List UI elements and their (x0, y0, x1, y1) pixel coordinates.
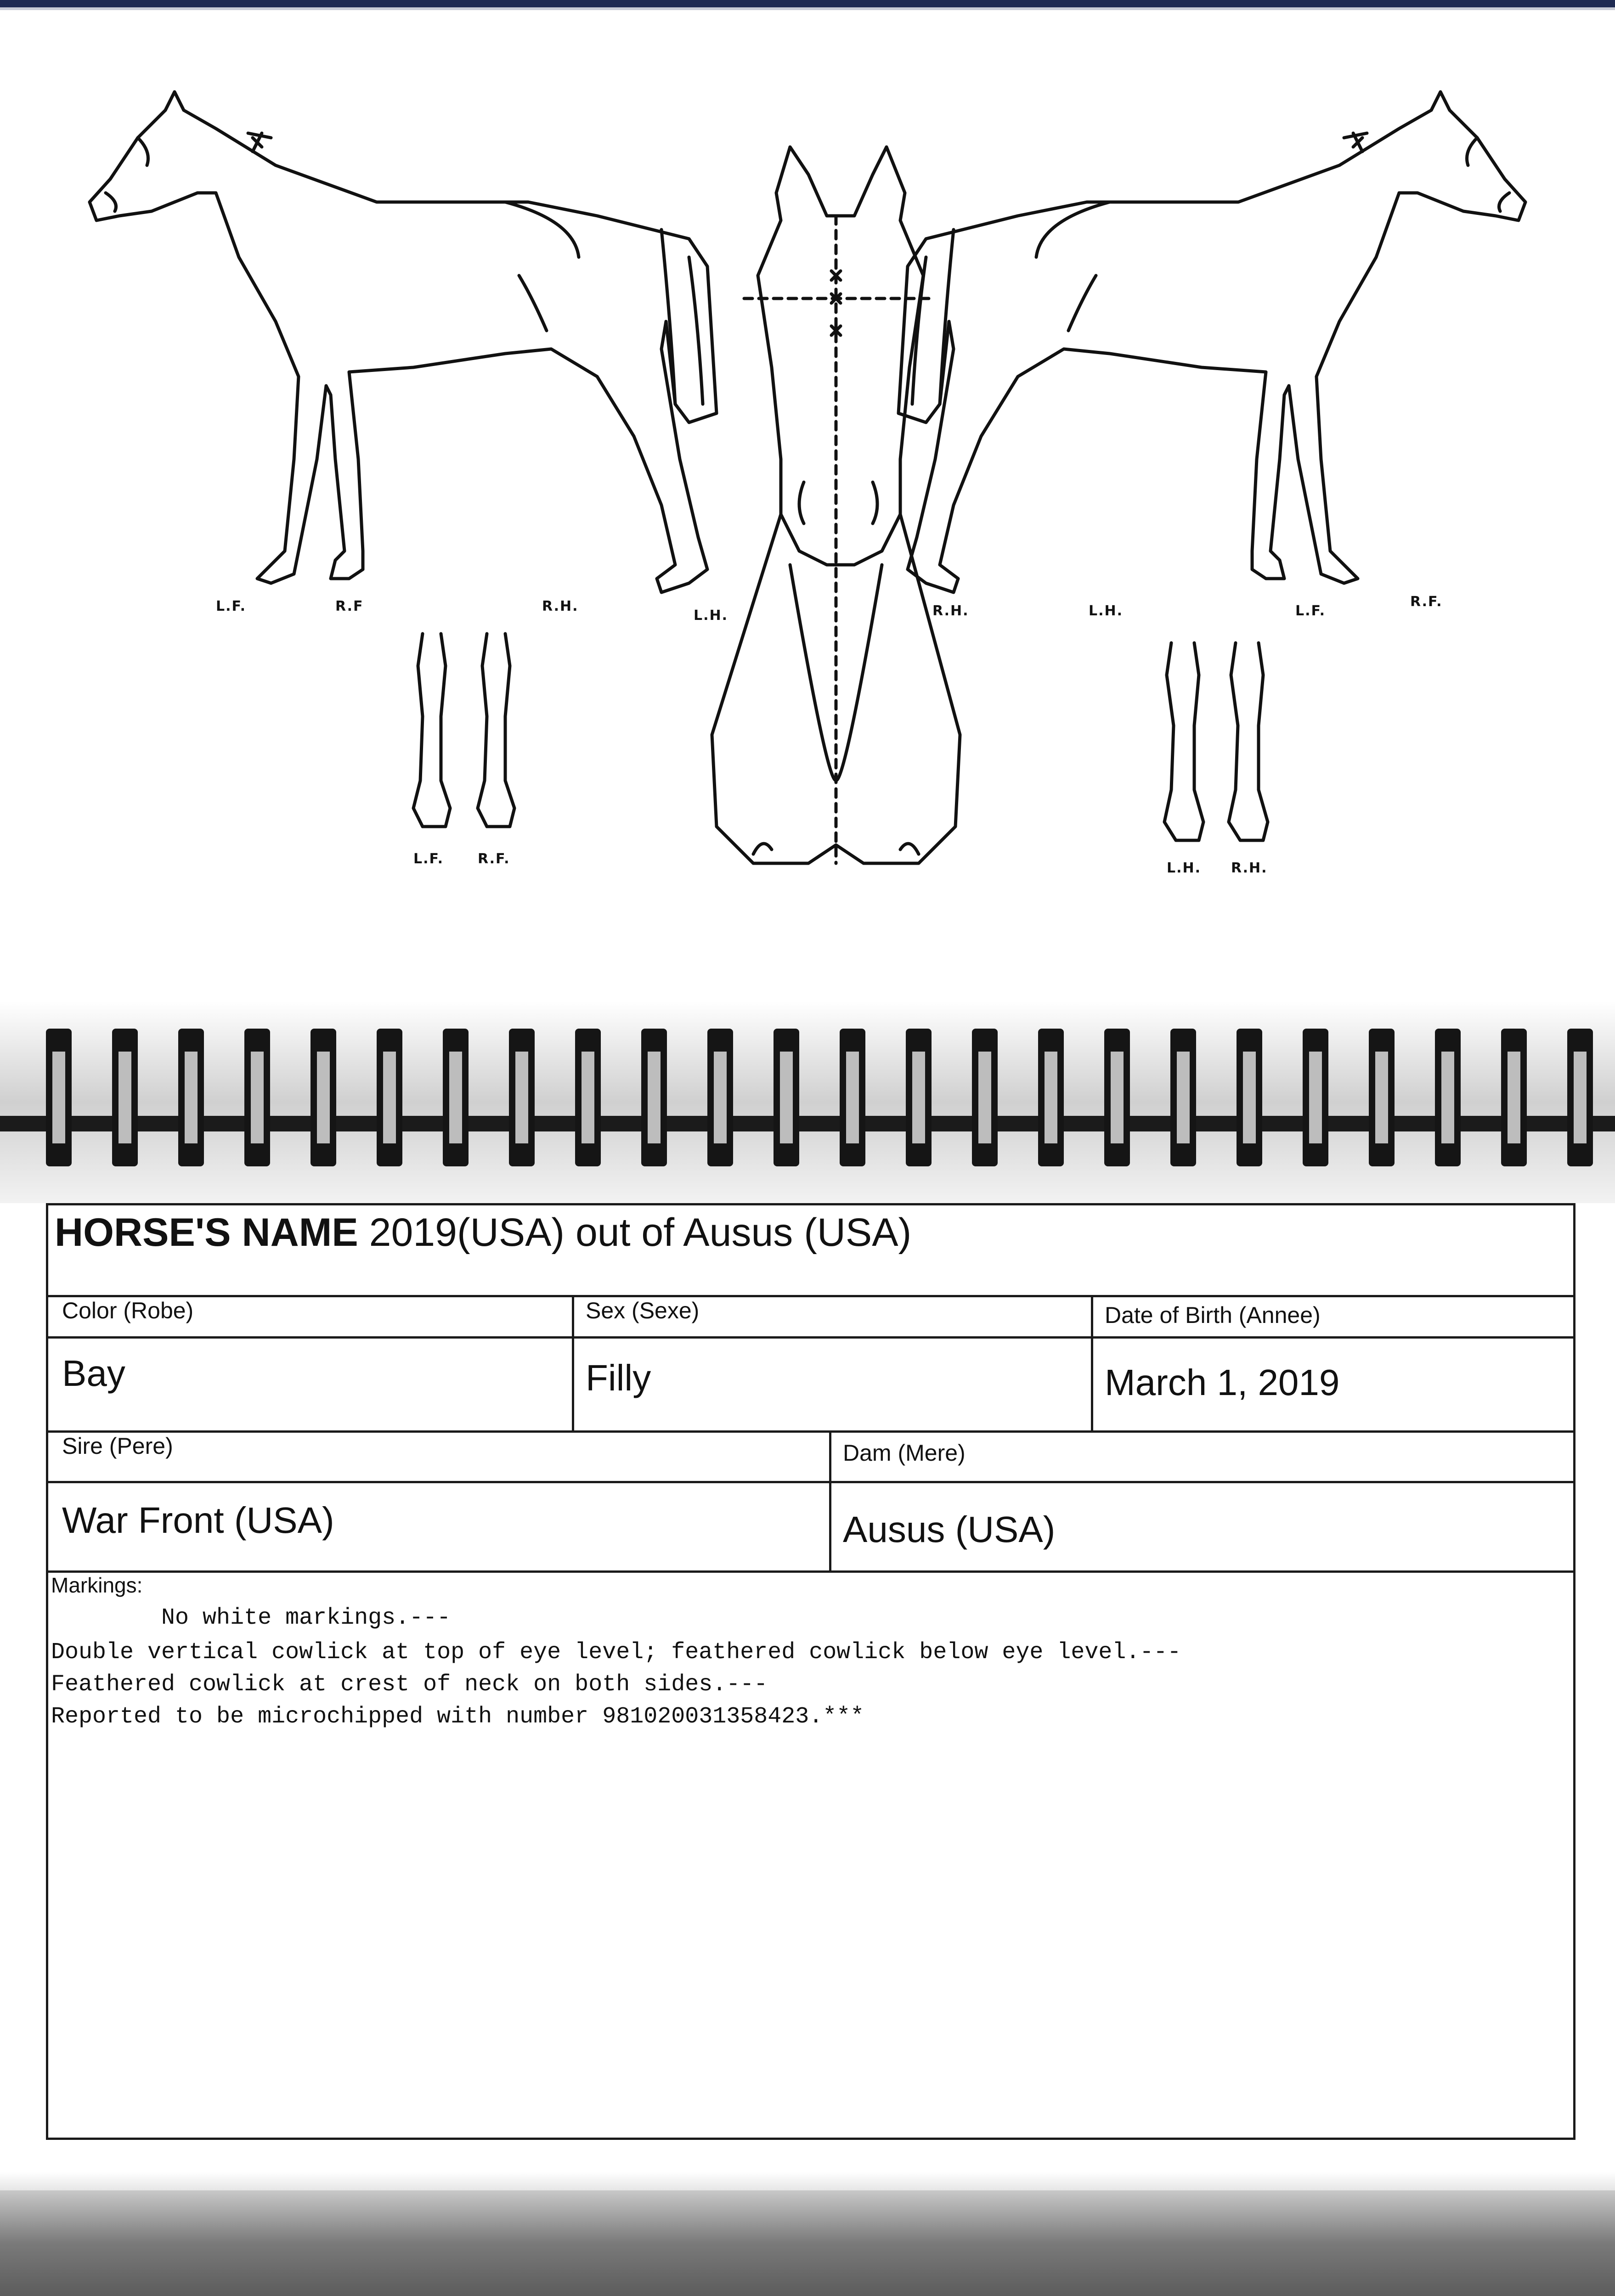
spiral-coil-gap (1243, 1052, 1256, 1143)
spiral-coil-gap (1574, 1052, 1587, 1143)
divider (48, 1336, 1573, 1339)
sex-label: Sex (Sexe) (586, 1298, 700, 1323)
divider (48, 1570, 1573, 1573)
spiral-coil-gap (251, 1052, 264, 1143)
label-left-lh: L.H. (694, 608, 728, 624)
sire-value: War Front (USA) (62, 1500, 334, 1541)
markings-label: Markings: (51, 1573, 143, 1597)
label-right-lh: L.H. (1089, 603, 1124, 619)
spiral-coil-gap (1045, 1052, 1057, 1143)
spiral-coil-gap (978, 1052, 991, 1143)
front-legs-view (413, 634, 514, 827)
spiral-coil-gap (582, 1052, 594, 1143)
spiral-coil-gap (1508, 1052, 1520, 1143)
scan-bottom-shadow (0, 2190, 1615, 2296)
spiral-coil-gap (912, 1052, 925, 1143)
divider (1091, 1295, 1093, 1430)
scan-page-edge (0, 2172, 1615, 2190)
divider (48, 1295, 1573, 1297)
markings-line: Double vertical cowlick at top of eye level; feathered cowlick below eye level.--- (51, 1639, 1181, 1666)
spiral-coil-gap (1309, 1052, 1322, 1143)
horse-diagrams (0, 0, 1615, 918)
spiral-coil-gap (449, 1052, 462, 1143)
spiral-coil-gap (1177, 1052, 1190, 1143)
label-left-rh: R.H. (542, 598, 579, 614)
spiral-coil-gap (1441, 1052, 1454, 1143)
divider (48, 1430, 1573, 1433)
divider (829, 1430, 831, 1573)
spiral-coil-gap (383, 1052, 396, 1143)
label-right-rf: R.F. (1410, 594, 1443, 610)
markings-line: No white markings.--- (51, 1605, 451, 1631)
markings-line: Feathered cowlick at crest of neck on both sides.--- (51, 1671, 768, 1698)
spiral-coil-gap (1111, 1052, 1124, 1143)
label-right-lf: L.F. (1295, 603, 1326, 619)
dam-value: Ausus (USA) (843, 1509, 1056, 1550)
hind-legs-view (1164, 643, 1268, 840)
dam-label: Dam (Mere) (843, 1440, 966, 1466)
horse-name-title: HORSE'S NAME 2019(USA) out of Ausus (USA) (55, 1210, 912, 1255)
spiral-coil-gap (185, 1052, 198, 1143)
sex-value: Filly (586, 1357, 651, 1398)
divider (48, 1481, 1573, 1483)
horse-right-side-view (898, 92, 1525, 592)
label-front-lf: L.F. (413, 851, 444, 867)
horse-identification-form (46, 1203, 1575, 2140)
label-left-lf: L.F. (216, 598, 246, 614)
spiral-coil-gap (317, 1052, 330, 1143)
label-front-rf: R.F. (478, 851, 510, 867)
spiral-coil-gap (1375, 1052, 1388, 1143)
label-left-rf: R.F (335, 598, 364, 614)
sire-label: Sire (Pere) (62, 1433, 173, 1459)
spiral-coil-gap (515, 1052, 528, 1143)
horse-left-side-view (90, 92, 717, 592)
spiral-coil-gap (119, 1052, 131, 1143)
spiral-coil-gap (52, 1052, 65, 1143)
markings-line: Reported to be microchipped with number 981020031358423.*** (51, 1704, 864, 1730)
color-value: Bay (62, 1353, 125, 1394)
date-of-birth-value: March 1, 2019 (1105, 1362, 1340, 1403)
spiral-binding (0, 1001, 1615, 1203)
label-hind-rh: R.H. (1231, 860, 1268, 876)
label-hind-lh: L.H. (1167, 860, 1202, 876)
divider (572, 1295, 574, 1430)
date-of-birth-label: Date of Birth (Annee) (1105, 1302, 1321, 1328)
spiral-coil-gap (714, 1052, 727, 1143)
label-right-rh: R.H. (932, 603, 969, 619)
spiral-coil-gap (648, 1052, 661, 1143)
spiral-coil-gap (780, 1052, 793, 1143)
color-label: Color (Robe) (62, 1298, 194, 1323)
spiral-coil-gap (846, 1052, 859, 1143)
